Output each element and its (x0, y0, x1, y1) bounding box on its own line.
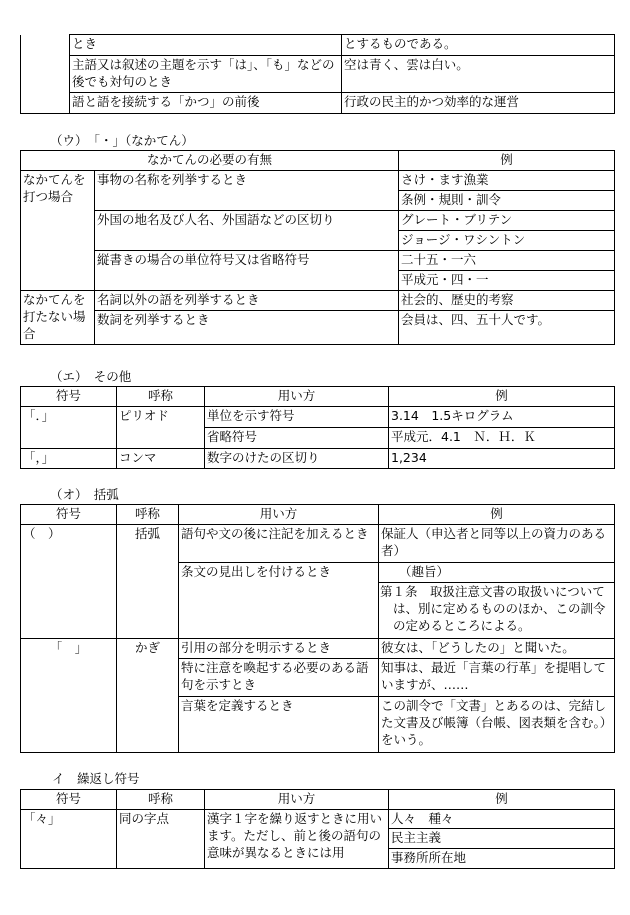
table-brackets (20, 504, 615, 753)
symbol-cell: （ ） (21, 524, 117, 638)
symbol-cell: 「々」 (21, 809, 117, 868)
header-example: 例 (379, 505, 615, 525)
category-use-nakaten: なかてんを打つ場合 (21, 171, 95, 291)
example-cell: 行政の民主的かつ効率的な運営 (342, 93, 615, 114)
symbol-cell: 「，」 (21, 448, 117, 468)
header-name: 呼称 (117, 387, 205, 407)
table-other-symbols (20, 386, 615, 469)
header-name: 呼称 (117, 505, 179, 525)
usage-cell: 縦書きの場合の単位符号又は省略符号 (95, 251, 399, 291)
example-cell: 平成元・四・一 (399, 271, 615, 291)
usage-cell: 語句や文の後に注記を加えるとき (179, 524, 379, 562)
usage-cell: 特に注意を喚起する必要のある語句を示すとき (179, 658, 379, 696)
usage-cell: 単位を示す符号 (205, 406, 389, 427)
category-cell (21, 35, 70, 114)
symbol-cell: 「 」 (21, 638, 117, 752)
usage-cell: 数字のけたの区切り (205, 448, 389, 468)
example-cell: ジョージ・ワシントン (399, 231, 615, 251)
section-heading-repetition: イ 繰返し符号 (52, 771, 140, 786)
example-cell: さけ・ます漁業 (399, 171, 615, 191)
usage-cell: 言葉を定義するとき (179, 696, 379, 752)
table-nakaten (20, 150, 615, 345)
usage-cell: 外国の地名及び人名、外国語などの区切り (95, 211, 399, 251)
name-cell: かぎ (117, 638, 179, 752)
example-cell: 二十五・一六 (399, 251, 615, 271)
example-cell: とするものである。 (342, 35, 615, 56)
example-cell: この訓令で「文書」とあるのは、完結した文書及び帳簿（台帳、図表類を含む。）をいう。 (379, 696, 615, 752)
header-example: 例 (389, 387, 615, 407)
example-cell: 保証人（申込者と同等以上の資力のある者） (379, 524, 615, 562)
header-symbol: 符号 (21, 505, 117, 525)
header-example: 例 (399, 151, 615, 171)
table-repetition (20, 789, 615, 869)
example-cell (389, 809, 615, 868)
example-cell: 3.14 1.5キログラム (389, 406, 615, 427)
usage-cell: 漢字１字を繰り返すときに用います。ただし、前と後の語句の意味が異なるときには用 (205, 809, 389, 868)
example-cell: 空は青く、雲は白い。 (342, 56, 615, 93)
example-cell: 知事は、最近「言葉の行革」を提唱していますが、…… (379, 658, 615, 696)
table-comma-continued (20, 34, 615, 114)
header-usage: 用い方 (179, 505, 379, 525)
header-symbol: 符号 (21, 387, 117, 407)
usage-cell: 条文の見出しを付けるとき (179, 562, 379, 638)
name-cell: 同の字点 (117, 809, 205, 868)
section-heading-brackets: （オ） 括弧 (50, 487, 119, 502)
usage-cell: 事物の名称を列挙するとき (95, 171, 399, 211)
usage-cell: 主語又は叙述の主題を示す「は」、「も」などの後でも対句のとき (70, 56, 342, 93)
header-example: 例 (389, 790, 615, 810)
example-cell: （趣旨） (379, 562, 615, 582)
example-line: 民主主義 (389, 829, 614, 849)
usage-cell: 数詞を列挙するとき (95, 311, 399, 345)
example-cell: 条例・規則・訓令 (399, 191, 615, 211)
example-cell: 1,234 (389, 448, 615, 468)
usage-cell: 省略符号 (205, 427, 389, 448)
header-usage: 用い方 (205, 790, 389, 810)
usage-cell: 名詞以外の語を列挙するとき (95, 291, 399, 311)
header-usage: 用い方 (205, 387, 389, 407)
header-name: 呼称 (117, 790, 205, 810)
usage-cell: 引用の部分を明示するとき (179, 638, 379, 658)
example-cell: 社会的、歴史的考察 (399, 291, 615, 311)
name-cell: 括弧 (117, 524, 179, 638)
example-cell: 会員は、四、五十人です。 (399, 311, 615, 345)
section-heading-nakaten: （ウ） 「・」（なかてん） (50, 133, 194, 148)
example-cell: 平成元．4.1 Ｎ．Ｈ．Ｋ (389, 427, 615, 448)
category-no-nakaten: なかてんを打たない場合 (21, 291, 95, 345)
example-line: 事務所所在地 (391, 849, 467, 865)
section-heading-other: （エ） その他 (50, 369, 132, 384)
header-symbol: 符号 (21, 790, 117, 810)
example-cell: 第１条 取扱注意文書の取扱いについては、別に定めるもののほか、この訓令の定めるところによる。 (379, 582, 615, 638)
name-cell: コンマ (117, 448, 205, 468)
example-line: 人々 種々 (389, 810, 614, 829)
usage-cell: 語と語を接続する「かつ」の前後 (70, 93, 342, 114)
example-cell: グレート・ブリテン (399, 211, 615, 231)
name-cell: ピリオド (117, 406, 205, 448)
symbol-cell: 「．」 (21, 406, 117, 448)
example-cell: 彼女は、「どうしたの」と聞いた。 (379, 638, 615, 658)
header-necessity: なかてんの必要の有無 (21, 151, 399, 171)
usage-cell: とき (70, 35, 342, 56)
